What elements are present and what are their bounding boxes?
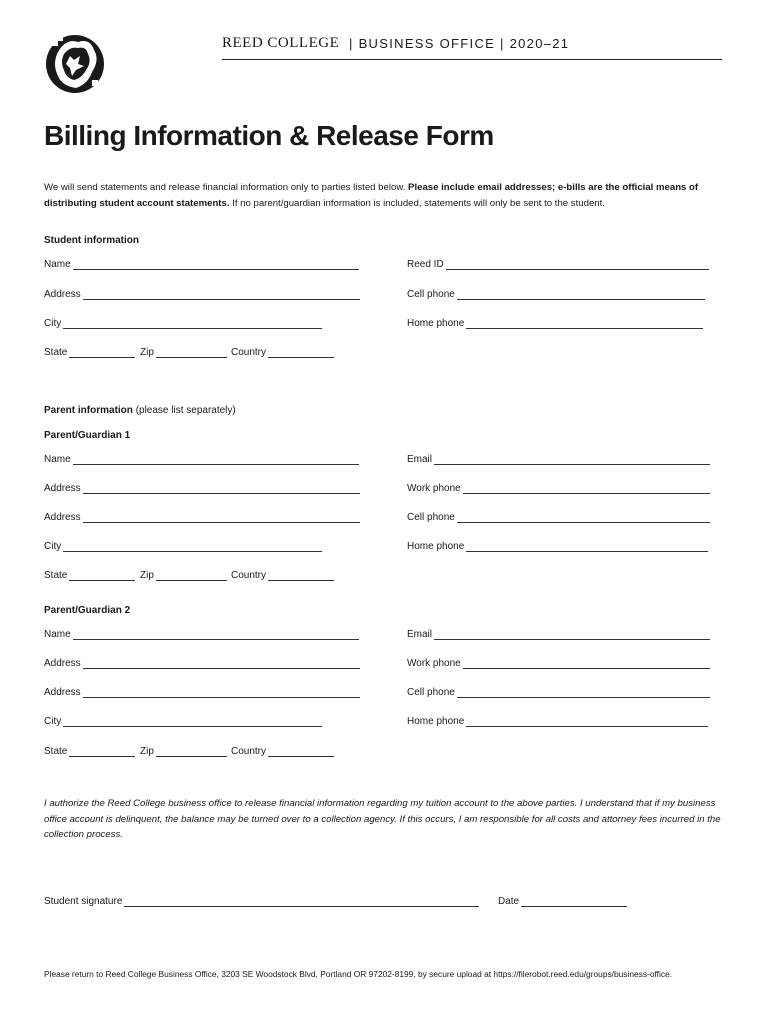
field-label: Address	[44, 512, 81, 523]
field-label: Name	[44, 259, 71, 270]
field-label: Address	[44, 687, 81, 698]
parent-heading-text: Parent information	[44, 405, 133, 416]
student-name-field[interactable]	[44, 259, 359, 270]
student-state-field[interactable]	[44, 347, 135, 358]
guardian-2-cell-phone-field[interactable]	[407, 687, 710, 698]
reed-griffin-logo	[44, 32, 106, 96]
field-label: Name	[44, 454, 71, 465]
field-line[interactable]	[463, 483, 710, 494]
guardian-2-country-field[interactable]	[231, 746, 334, 757]
field-label: Email	[407, 629, 433, 640]
field-line[interactable]	[83, 658, 360, 669]
field-label: Date	[498, 896, 520, 907]
field-line[interactable]	[268, 347, 334, 358]
field-label: Country	[231, 746, 267, 757]
intro-text-after: If no parent/guardian information is included, statements will only be sent to the student.	[229, 197, 605, 209]
guardian-1-work-phone-field[interactable]	[407, 483, 710, 494]
field-line[interactable]	[156, 746, 227, 757]
header-college-name: REED COLLEGE	[222, 35, 340, 51]
student-country-field[interactable]	[231, 347, 334, 358]
field-line[interactable]	[69, 570, 135, 581]
guardian-2-city-field[interactable]	[44, 716, 322, 727]
field-line[interactable]	[83, 687, 360, 698]
field-label: Cell phone	[407, 687, 455, 698]
field-line[interactable]	[63, 318, 322, 329]
guardian-2-name-field[interactable]	[44, 629, 359, 640]
student-home-phone-field[interactable]	[407, 318, 703, 329]
field-label: Home phone	[407, 318, 465, 329]
field-line[interactable]	[457, 512, 710, 523]
guardian-2-address-2-field[interactable]	[44, 687, 360, 698]
student-zip-field[interactable]	[140, 347, 227, 358]
field-label: City	[44, 318, 62, 329]
field-line[interactable]	[83, 483, 360, 494]
student-address-field[interactable]	[44, 289, 360, 300]
field-line[interactable]	[63, 716, 322, 727]
student-city-field[interactable]	[44, 318, 322, 329]
field-line[interactable]	[63, 541, 322, 552]
field-label: Cell phone	[407, 289, 455, 300]
field-line[interactable]	[156, 570, 227, 581]
header-office-year: | BUSINESS OFFICE | 2020–21	[349, 36, 570, 51]
student-signature-field[interactable]	[44, 896, 479, 907]
field-label: Zip	[140, 570, 154, 581]
date-field[interactable]	[498, 896, 627, 907]
parent-section-heading	[44, 405, 236, 416]
student-reed-id-field[interactable]	[407, 259, 709, 270]
field-label: Name	[44, 629, 71, 640]
field-line[interactable]	[268, 746, 334, 757]
field-line[interactable]	[466, 716, 708, 727]
field-line[interactable]	[156, 347, 227, 358]
guardian-2-email-field[interactable]	[407, 629, 710, 640]
guardian-1-address-field[interactable]	[44, 483, 360, 494]
field-line[interactable]	[73, 259, 359, 270]
field-line[interactable]	[446, 259, 709, 270]
intro-paragraph	[44, 180, 724, 211]
field-label: Zip	[140, 746, 154, 757]
field-label: Work phone	[407, 658, 461, 669]
guardian-1-cell-phone-field[interactable]	[407, 512, 710, 523]
field-line[interactable]	[83, 512, 360, 523]
authorization-statement: I authorize the Reed College business office to release financial information regarding my tuition account to the above parties. I understand that if my business office account is delinquent, the balance may be turned over to a collection agency. If this occurs, I am responsible for all costs and attorney fees incurred in the collection process.	[44, 798, 721, 840]
field-line[interactable]	[83, 289, 360, 300]
field-label: Zip	[140, 347, 154, 358]
guardian-2-state-field[interactable]	[44, 746, 135, 757]
intro-bold-text: Please include email addresses; e-bills are the official means of distributing student account statements.	[44, 182, 699, 209]
field-line[interactable]	[466, 318, 703, 329]
student-section-heading: Student information	[44, 235, 139, 246]
field-line[interactable]	[69, 347, 135, 358]
return-instructions-footer: Please return to Reed College Business Office, 3203 SE Woodstock Blvd, Portland OR 97202-8199, by secure upload at https://filerobot.reed.edu/groups/business-office.	[44, 969, 673, 979]
field-label: State	[44, 746, 68, 757]
field-line[interactable]	[457, 687, 710, 698]
field-label: City	[44, 541, 62, 552]
field-line[interactable]	[466, 541, 708, 552]
field-line[interactable]	[268, 570, 334, 581]
guardian-1-city-field[interactable]	[44, 541, 322, 552]
field-line[interactable]	[73, 629, 359, 640]
guardian-2-zip-field[interactable]	[140, 746, 227, 757]
field-line[interactable]	[69, 746, 135, 757]
field-label: Student signature	[44, 896, 123, 907]
field-label: Address	[44, 658, 81, 669]
guardian-2-address-field[interactable]	[44, 658, 360, 669]
guardian-1-heading: Parent/Guardian 1	[44, 430, 131, 441]
guardian-1-state-field[interactable]	[44, 570, 135, 581]
field-label: Work phone	[407, 483, 461, 494]
field-label: Country	[231, 570, 267, 581]
field-label: Cell phone	[407, 512, 455, 523]
field-label: State	[44, 570, 68, 581]
guardian-1-zip-field[interactable]	[140, 570, 227, 581]
guardian-2-work-phone-field[interactable]	[407, 658, 710, 669]
field-line[interactable]	[434, 454, 710, 465]
guardian-2-heading: Parent/Guardian 2	[44, 605, 131, 616]
student-cell-phone-field[interactable]	[407, 289, 705, 300]
field-label: Country	[231, 347, 267, 358]
field-label: Email	[407, 454, 433, 465]
guardian-1-address-2-field[interactable]	[44, 512, 360, 523]
field-label: Home phone	[407, 716, 465, 727]
field-label: Address	[44, 289, 81, 300]
field-line[interactable]	[124, 896, 479, 907]
intro-text-before: We will send statements and release financial information only to parties listed below.	[44, 182, 409, 193]
header-rule	[222, 59, 722, 60]
field-line[interactable]	[463, 658, 710, 669]
field-label: Address	[44, 483, 81, 494]
guardian-1-name-field[interactable]	[44, 454, 359, 465]
parent-heading-note: (please list separately)	[135, 405, 236, 416]
guardian-2-home-phone-field[interactable]	[407, 716, 708, 727]
field-line[interactable]	[457, 289, 705, 300]
field-line[interactable]	[434, 629, 710, 640]
field-label: Home phone	[407, 541, 465, 552]
form-title: Billing Information & Release Form	[44, 120, 494, 151]
field-line[interactable]	[521, 896, 627, 907]
guardian-1-home-phone-field[interactable]	[407, 541, 708, 552]
field-label: Reed ID	[407, 259, 444, 270]
field-line[interactable]	[73, 454, 359, 465]
field-label: State	[44, 347, 68, 358]
guardian-1-country-field[interactable]	[231, 570, 334, 581]
guardian-1-email-field[interactable]	[407, 454, 710, 465]
field-label: City	[44, 716, 62, 727]
